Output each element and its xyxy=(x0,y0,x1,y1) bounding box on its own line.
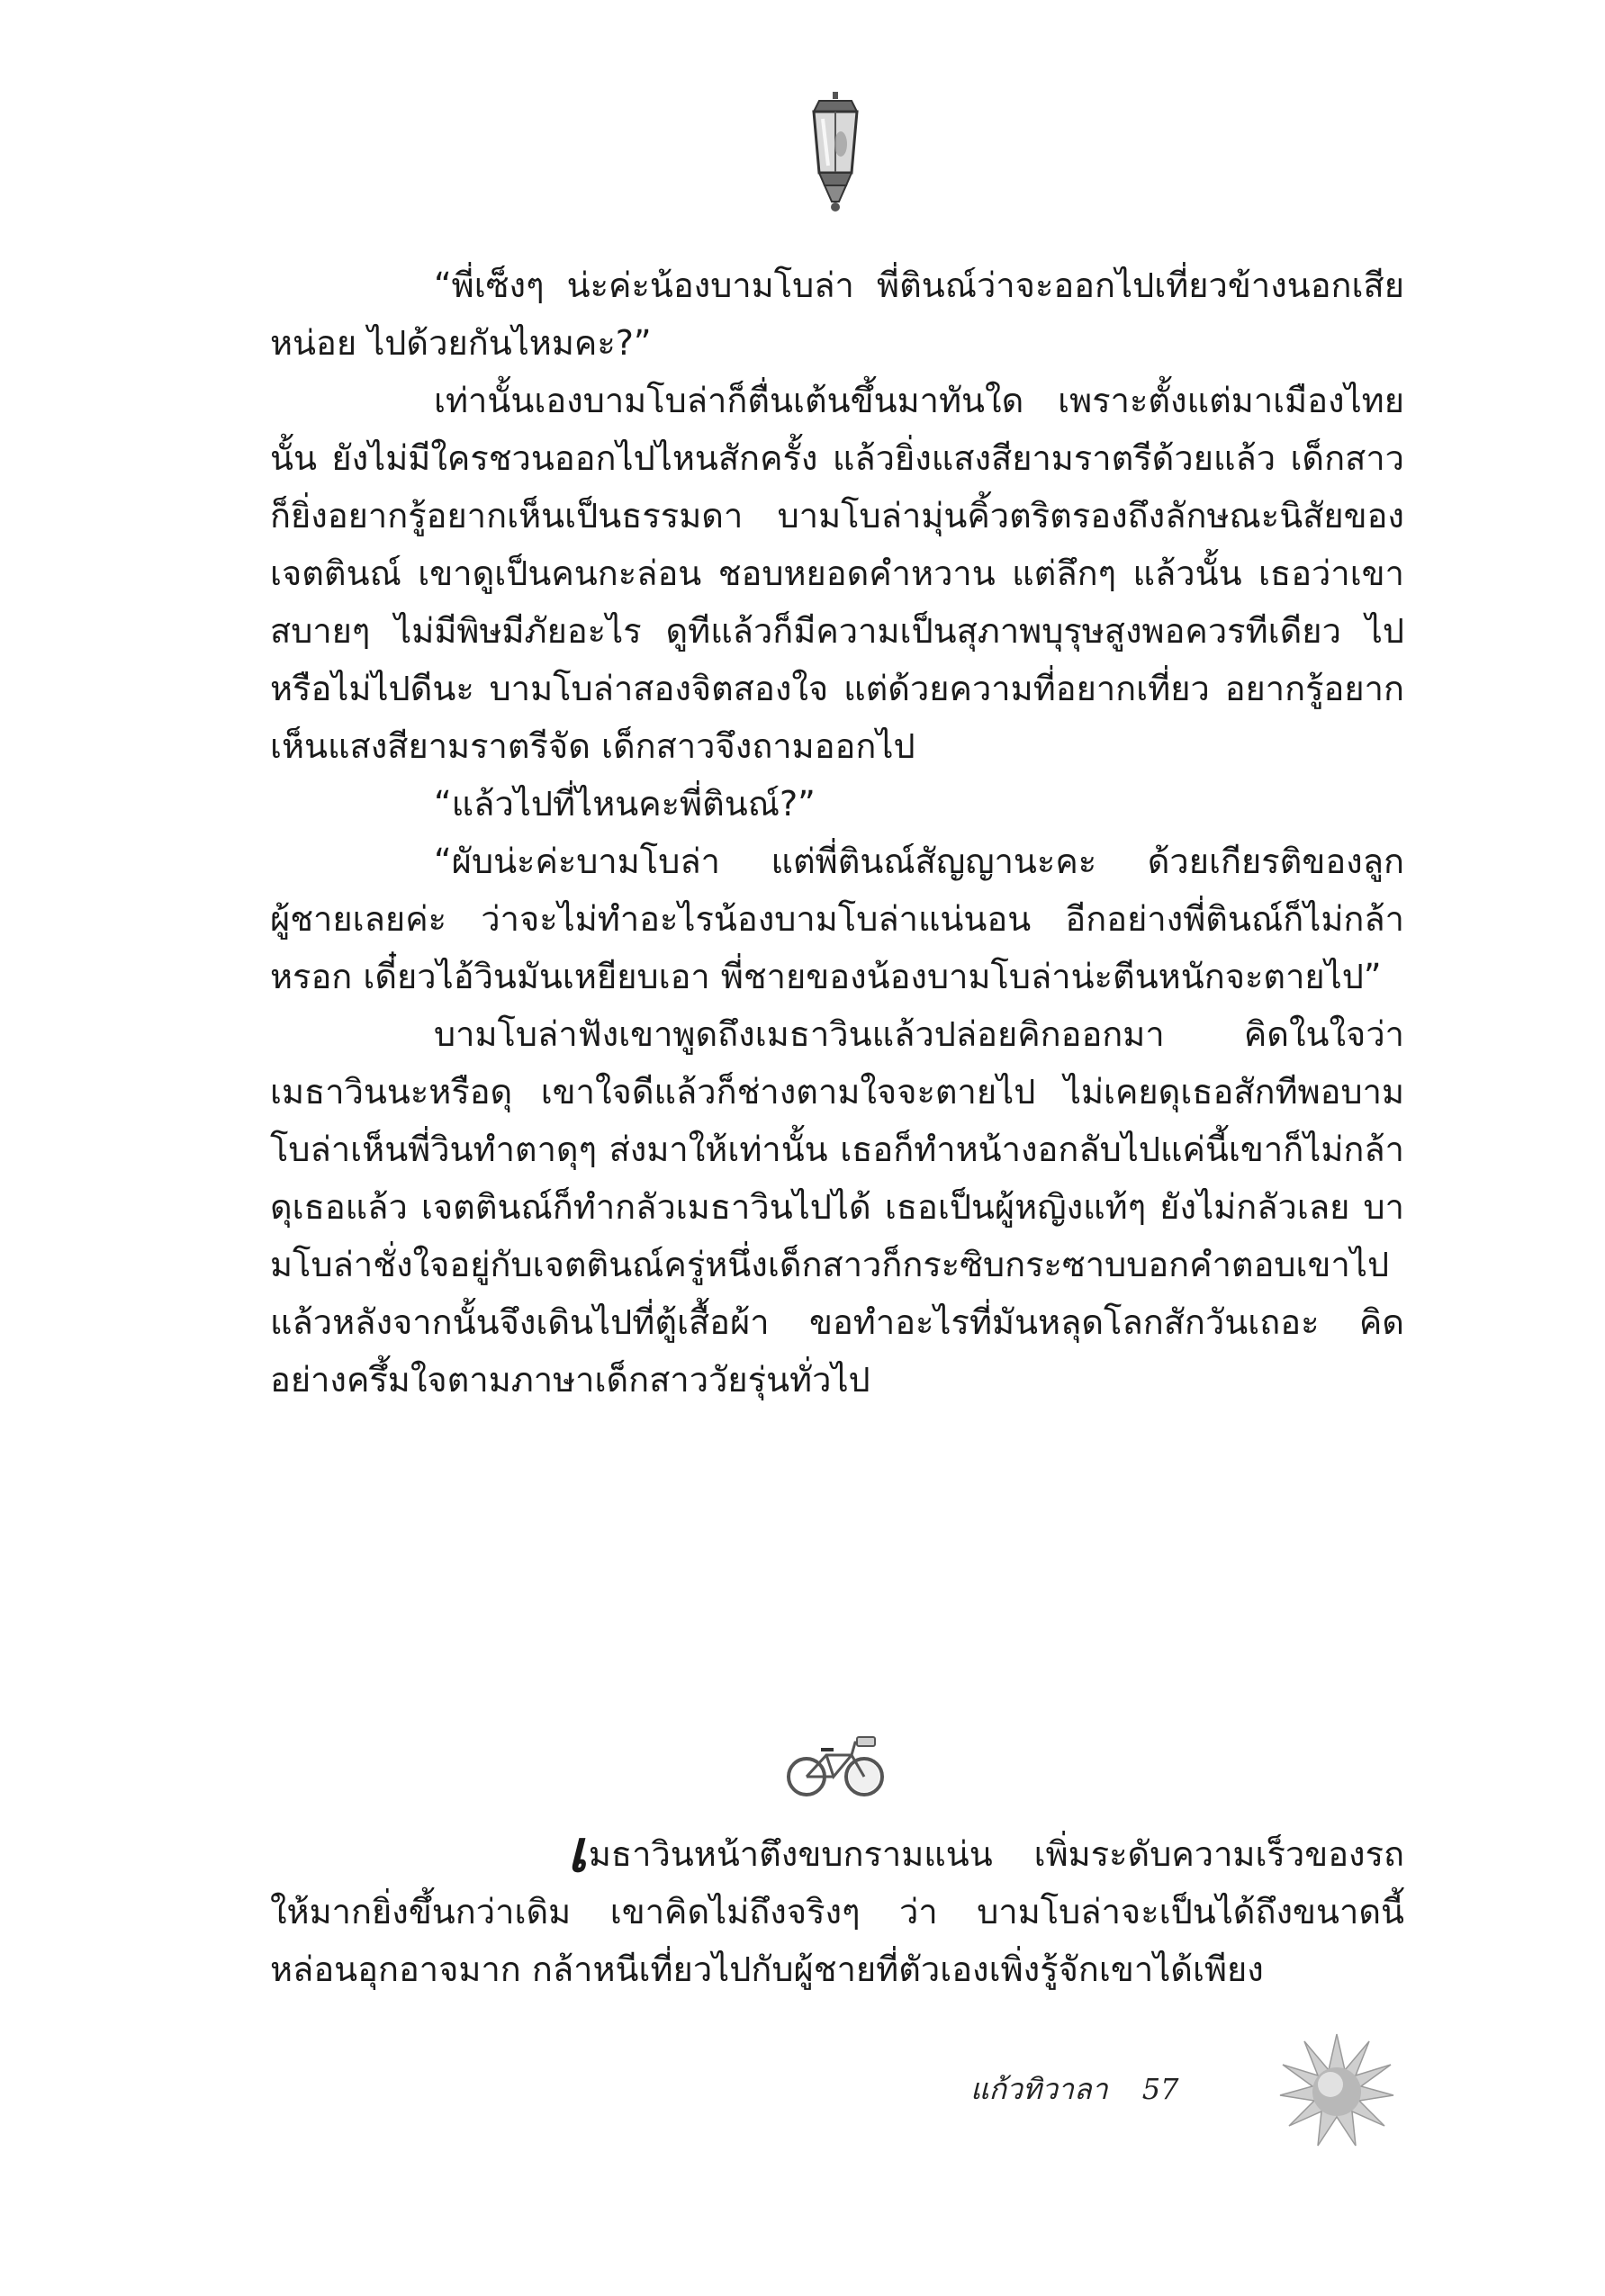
section-paragraph-text: มธาวินหน้าตึงขบกรามแน่น เพิ่มระดับความเร็วของรถให้มากยิ่งขึ้นกว่าเดิม เขาคิดไม่ถึงจริงๆ ว่า บามโบล่าจะเป็นได้ถึงขนาดนี้หล่อนอุกอาจมาก กล้าหนีเที่ยวไปกับผู้ชายที่ตัวเองเพิ่งรู้จักเขาได้เพียง xyxy=(270,1834,1404,1989)
paragraph: บามโบล่าฟังเขาพูดถึงเมธาวินแล้วปล่อยคิกออกมา คิดในใจว่าเมธาวินนะหรือดุ เขาใจดีแล้วก็ช่างตามใจจะตายไป ไม่เคยดุเธอสักทีพอบามโบล่าเห็นพี่วินทำตาดุๆ ส่งมาให้เท่านั้น เธอก็ทำหน้างอกลับไปแค่นี้เขาก็ไม่กล้าดุเธอแล้ว เจตตินณ์ก็ทำกลัวเมธาวินไปได้ เธอเป็นผู้หญิงแท้ๆ ยังไม่กลัวเลย บามโบล่าชั่งใจอยู่กับเจตตินณ์ครู่หนึ่งเด็กสาวก็กระซิบกระซาบบอกคำตอบเขาไป แล้วหลังจากนั้นจึงเดินไปที่ตู้เสื้อผ้า ขอทำอะไรที่มันหลุดโลกสักวันเถอะ คิดอย่างครึ้มใจตามภาษาเด็กสาววัยรุ่นทั่วไป xyxy=(270,1014,1404,1400)
sun-icon xyxy=(1278,2032,1395,2149)
book-title: แก้วทิวาลา xyxy=(970,2072,1108,2106)
page-footer xyxy=(970,2066,1178,2111)
paragraph: “แล้วไปที่ไหนคะพี่ตินณ์?” xyxy=(434,784,816,824)
story-body xyxy=(270,257,1404,1409)
paragraph: “ผับน่ะค่ะบามโบล่า แต่พี่ตินณ์สัญญานะคะ ด้วยเกียรติของลูกผู้ชายเลยค่ะ ว่าจะไม่ทำอะไรน้องบามโบล่าแน่นอน อีกอย่างพี่ตินณ์ก็ไม่กล้าหรอก เดี๋ยวไอ้วินมันเหยียบเอา พี่ชายของน้องบามโบล่าน่ะตีนหนักจะตายไป” xyxy=(270,842,1404,996)
drop-cap: เ xyxy=(567,1818,587,1886)
section-body xyxy=(270,1818,1404,1998)
page-number: 57 xyxy=(1141,2072,1179,2106)
section-paragraph xyxy=(270,1818,1404,1998)
bicycle-icon xyxy=(781,1735,889,1800)
lantern-icon xyxy=(799,92,871,218)
paragraph: เท่านั้นเองบามโบล่าก็ตื่นเต้นขึ้นมาทันใด เพราะตั้งแต่มาเมืองไทยนั้น ยังไม่มีใครชวนออกไปไหนสักครั้ง แล้วยิ่งแสงสียามราตรีด้วยแล้ว เด็กสาวก็ยิ่งอยากรู้อยากเห็นเป็นธรรมดา บามโบล่ามุ่นคิ้วตริตรองถึงลักษณะนิสัยของเจตตินณ์ เขาดูเป็นคนกะล่อน ชอบหยอดคำหวาน แต่ลึกๆ แล้วนั้น เธอว่าเขาสบายๆ ไม่มีพิษมีภัยอะไร ดูทีแล้วก็มีความเป็นสุภาพบุรุษสูงพอควรทีเดียว ไปหรือไม่ไปดีนะ บามโบล่าสองจิตสองใจ แต่ด้วยความที่อยากเที่ยว อยากรู้อยากเห็นแสงสียามราตรีจัด เด็กสาวจึงถามออกไป xyxy=(270,381,1404,766)
paragraph: “พี่เซ็งๆ น่ะค่ะน้องบามโบล่า พี่ตินณ์ว่าจะออกไปเที่ยวข้างนอกเสียหน่อย ไปด้วยกันไหมคะ?” xyxy=(270,266,1404,363)
